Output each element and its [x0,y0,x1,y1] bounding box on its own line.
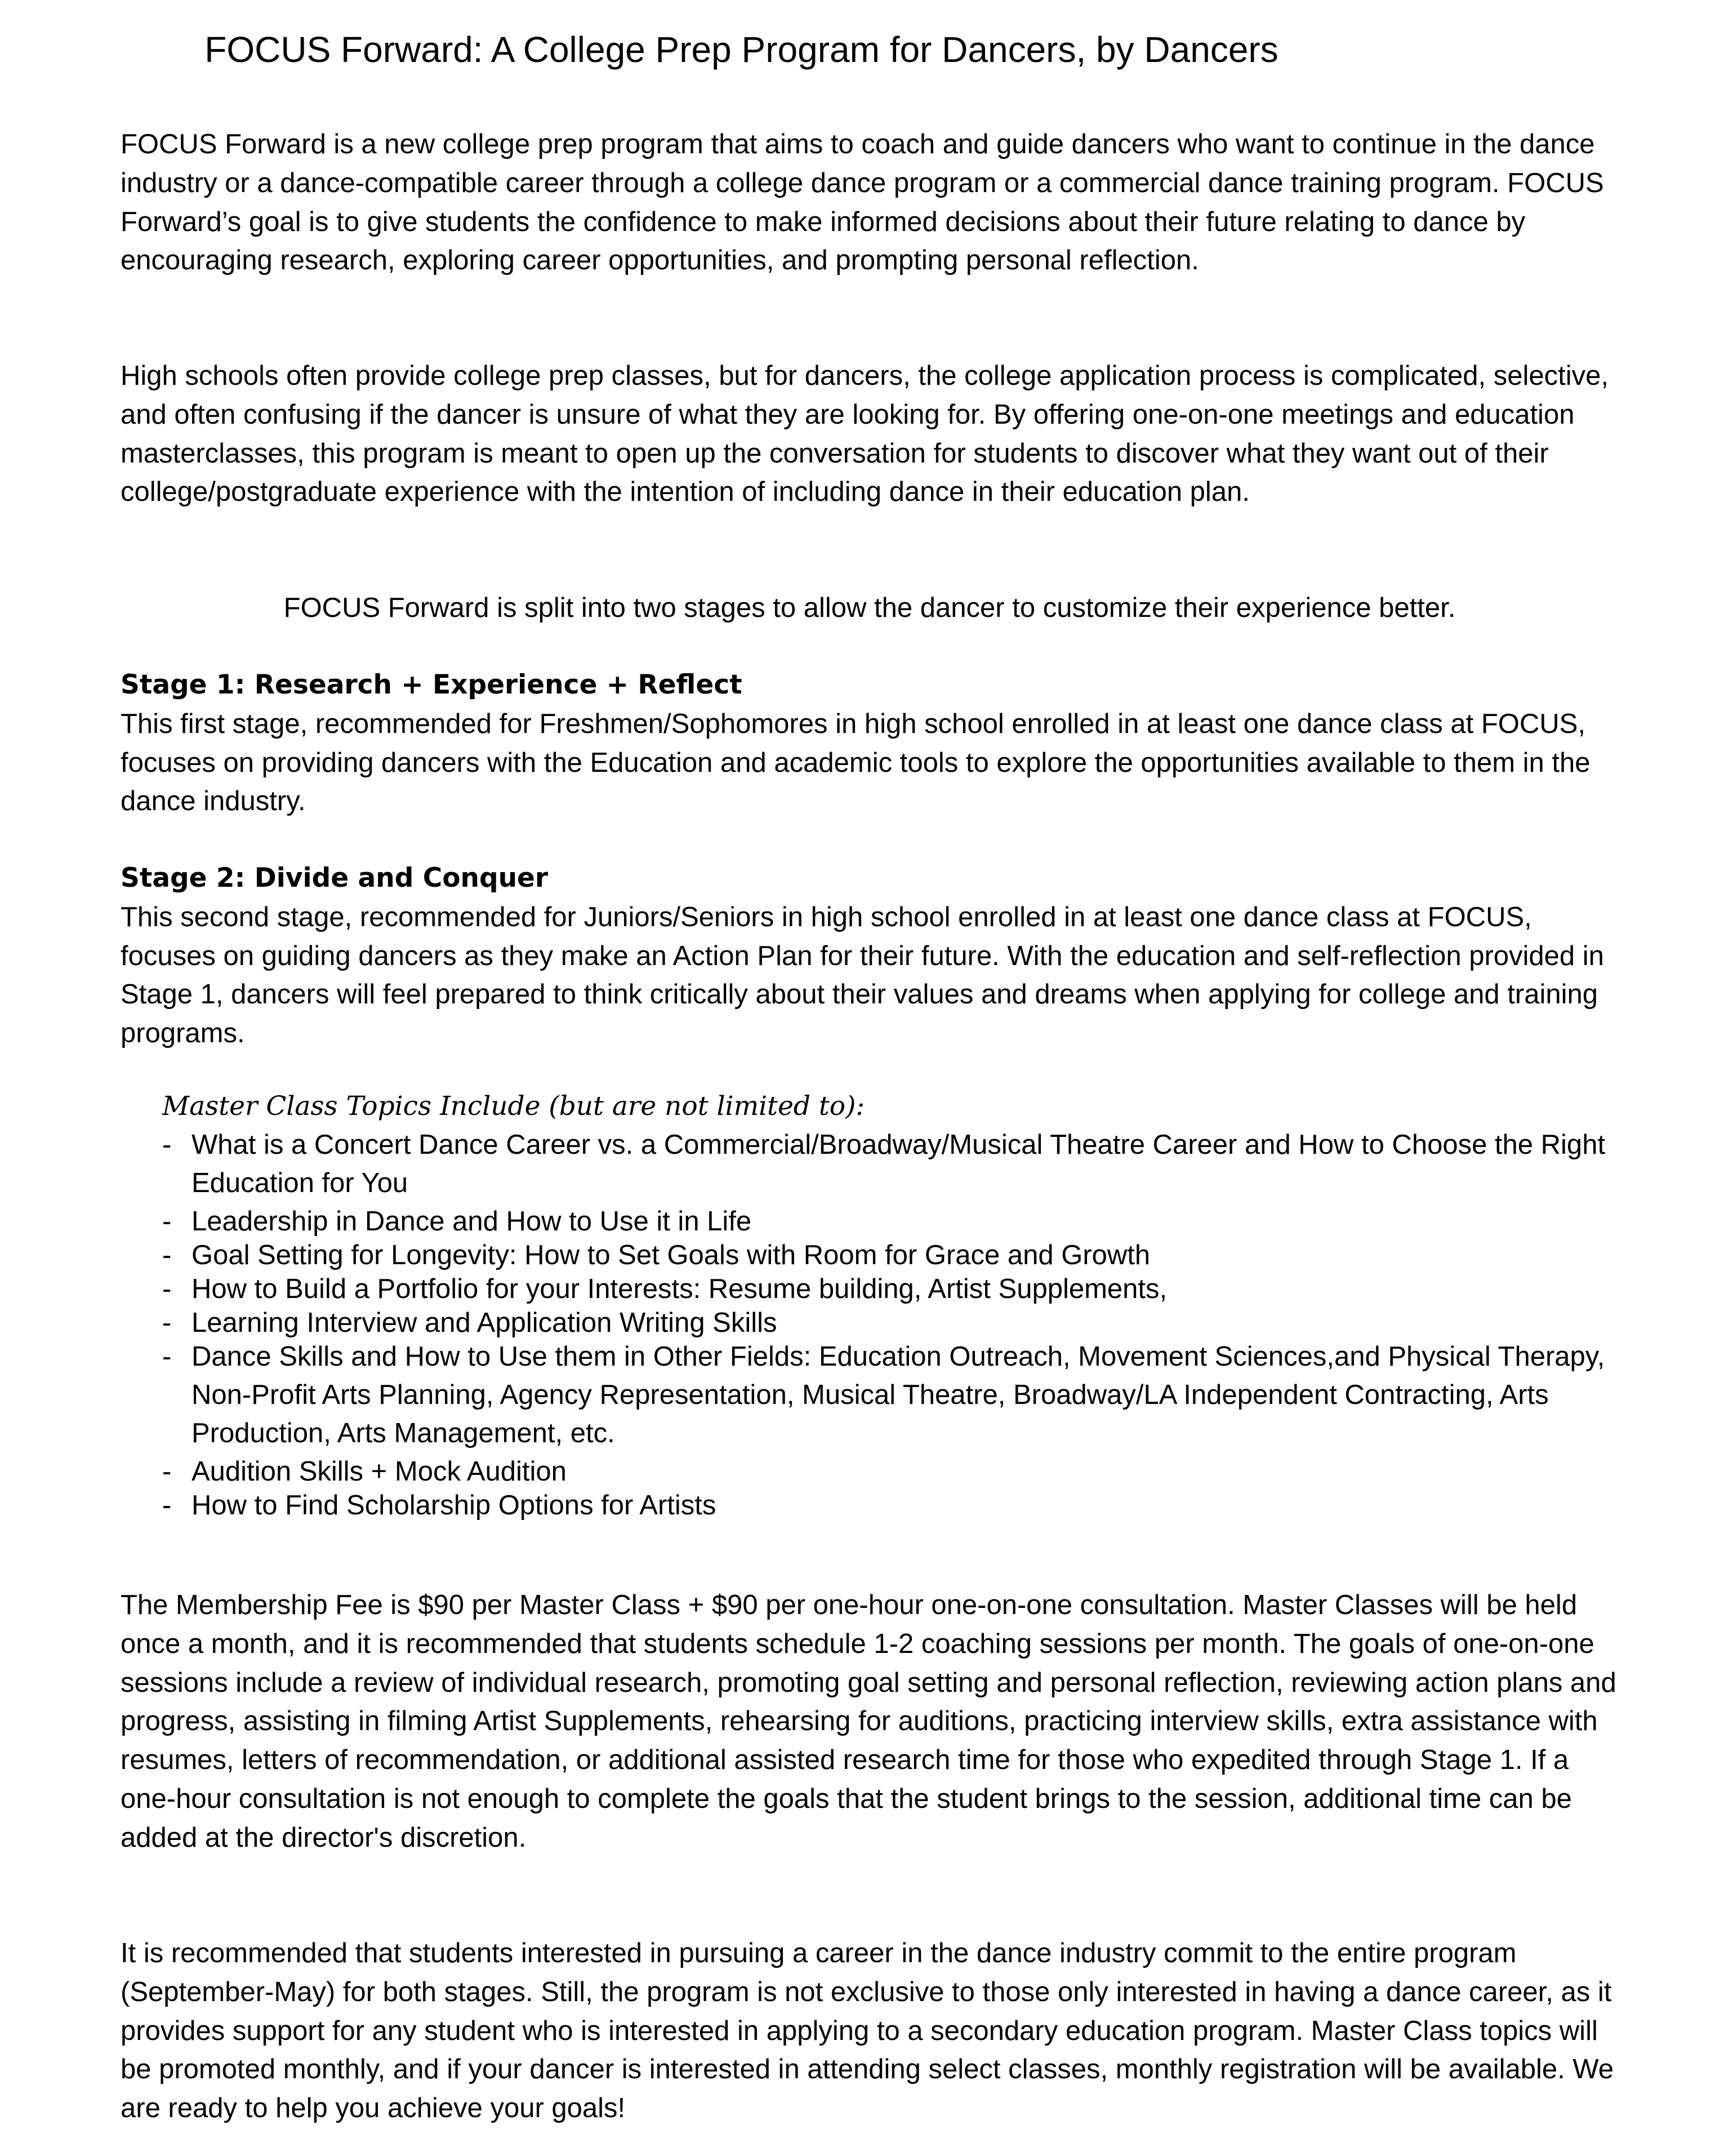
list-dash: - [162,1456,172,1487]
stage-1-description: This first stage, recommended for Freshmen/Sophomores in high school enrolled in at least one dance class at FOCUS, focuses on providing dancers with the Education and academic tools to explore the opportunities available to them in the dance industry. [121,708,1591,817]
stage-2-section [121,859,1619,1053]
list-item-text: Dance Skills and How to Use them in Other Fields: Education Outreach, Movement Sciences,and Physical Therapy, Non-Profit Arts Planning, Agency Representation, Musical Theatre, Broadway/LA Independent Contracting, Arts Production, Arts Management, etc. [191,1341,1605,1448]
intro-paragraph: FOCUS Forward is a new college prep program that aims to coach and guide dancers who want to continue in the dance industry or a dance-compatible career through a college dance program or a commercial dance training program. FOCUS Forward’s goal is to give students the confidence to make informed decisions about their future relating to dance by encouraging research, exploring career opportunities, and prompting personal reflection. [121,129,1604,276]
list-item [162,1270,1627,1308]
list-dash: - [162,1240,172,1270]
membership-fee-paragraph: The Membership Fee is $90 per Master Class + $90 per one-hour one-on-one consultation. Master Classes will be held once a month, and it is recommended that students schedule 1-2 coaching sessions per month. The goals of one-on-one sessions include a review of individual research, promoting goal setting and personal reflection, reviewing action plans and progress, assisting in filming Artist Supplements, rehearsing for auditions, practicing interview skills, extra assistance with resumes, letters of recommendation, or additional assisted research time for those who expedited through Stage 1. If a one-hour consultation is not enough to complete the goals that the student brings to the session, additional time can be added at the director's discretion. [121,1590,1616,1853]
master-class-list [162,1126,1627,1524]
list-dash: - [162,1130,172,1160]
list-dash: - [162,1274,172,1304]
list-dash: - [162,1341,172,1372]
list-item [162,1202,1627,1241]
list-item [162,1236,1627,1274]
list-dash: - [162,1490,172,1521]
closing-paragraph: It is recommended that students interested in pursuing a career in the dance industry commit to the entire program (September-May) for both stages. Still, the program is not exclusive to those only interested in having a dance career, as it provides support for any student who is interested in applying to a secondary education program. Master Class topics will be promoted monthly, and if your dancer is interested in attending select classes, monthly registration will be available. We are ready to help you achieve your goals! [121,1938,1614,2124]
list-item [162,1452,1627,1491]
stage-2-heading: Stage 2: Divide and Conquer [121,863,549,893]
list-item-text: Leadership in Dance and How to Use it in Life [191,1206,752,1237]
why-paragraph: High schools often provide college prep classes, but for dancers, the college application process is complicated, selective, and often confusing if the dancer is unsure of what they are looking for. By offering one-on-one meetings and education masterclasses, this program is meant to open up the conversation for students to discover what they want out of their college/postgraduate experience with the intention of including dance in their education plan. [121,361,1609,508]
list-item-text: Learning Interview and Application Writing Skills [191,1308,777,1338]
list-item-text: How to Find Scholarship Options for Artists [191,1490,716,1521]
list-item [162,1337,1627,1452]
document-title: FOCUS Forward: A College Prep Program for Dancers, by Dancers [204,29,1278,70]
stage-1-heading: Stage 1: Research + Experience + Reflect [121,669,742,700]
list-item-text: What is a Concert Dance Career vs. a Commercial/Broadway/Musical Theatre Career and How to Choose the Right Education for You [191,1130,1606,1198]
list-item [162,1304,1627,1342]
list-item-text: Goal Setting for Longevity: How to Set Goals with Room for Grace and Growth [191,1240,1151,1270]
list-item [162,1126,1627,1202]
list-item-text: How to Build a Portfolio for your Interests: Resume building, Artist Supplements, [191,1274,1168,1304]
list-item [162,1486,1627,1524]
stage-1-section [121,666,1619,821]
master-class-topics [162,1087,1627,1520]
list-dash: - [162,1206,172,1237]
stage-2-description: This second stage, recommended for Juniors/Seniors in high school enrolled in at least one dance class at FOCUS, focuses on guiding dancers as they make an Action Plan for their future. With the education and self-reflection provided in Stage 1, dancers will feel prepared to think critically about their values and dreams when applying for college and training programs. [121,901,1604,1049]
master-class-heading: Master Class Topics Include (but are not limited to): [162,1091,865,1122]
stages-split-paragraph: FOCUS Forward is split into two stages to allow the dancer to customize their experience better. [283,593,1456,623]
list-dash: - [162,1308,172,1338]
list-item-text: Audition Skills + Mock Audition [191,1456,567,1487]
